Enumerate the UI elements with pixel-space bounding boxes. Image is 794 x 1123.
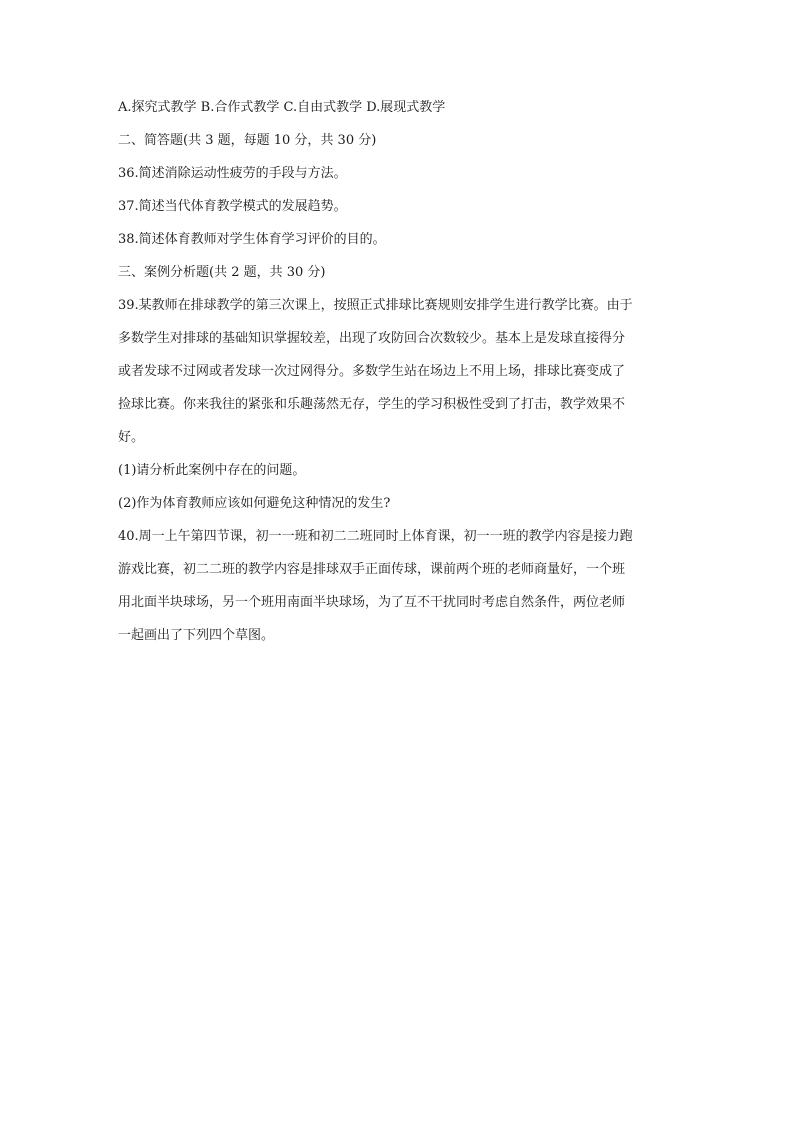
question-37: 37.简述当代体育教学模式的发展趋势。 (118, 199, 347, 214)
question-39-sub-2: (2)作为体育教师应该如何避免这种情况的发生? (118, 496, 391, 511)
document-page (118, 100, 678, 644)
question-40-line: 用北面半块球场，另一个班用南面半块球场，为了互不干扰同时考虑自然条件，两位老师 (118, 595, 626, 610)
question-39-line: 多数学生对排球的基础知识掌握较差，出现了攻防回合次数较少。基本上是发球直接得分 (118, 331, 626, 346)
question-39-line: 好。 (118, 430, 145, 445)
question-39 (118, 298, 678, 446)
question-36: 36.简述消除运动性疲劳的手段与方法。 (118, 166, 347, 181)
section-heading-short-answer: 二、简答题(共 3 题，每题 10 分，共 30 分) (118, 133, 377, 148)
question-38: 38.简述体育教师对学生体育学习评价的目的。 (118, 232, 386, 247)
question-39-line: 或者发球不过网或者发球一次过网得分。多数学生站在场边上不用上场，排球比赛变成了 (118, 364, 626, 379)
question-39-line: 39.某教师在排球教学的第三次课上，按照正式排球比赛规则安排学生进行教学比赛。由于 (118, 298, 633, 313)
question-40 (118, 529, 678, 644)
question-40-line: 一起画出了下列四个草图。 (118, 628, 275, 643)
question-39-line: 捡球比赛。你来我往的紧张和乐趣荡然无存，学生的学习积极性受到了打击，教学效果不 (118, 397, 626, 412)
section-heading-case-analysis: 三、案例分析题(共 2 题，共 30 分) (118, 265, 326, 280)
options-line: A.探究式教学 B.合作式教学 C.自由式教学 D.展现式教学 (118, 100, 446, 115)
question-40-line: 游戏比赛，初二二班的教学内容是排球双手正面传球，课前两个班的老师商量好，一个班 (118, 562, 626, 577)
question-40-line: 40.周一上午第四节课，初一一班和初二二班同时上体育课，初一一班的教学内容是接力跑 (118, 529, 633, 544)
question-39-sub-1: (1)请分析此案例中存在的问题。 (118, 463, 306, 478)
